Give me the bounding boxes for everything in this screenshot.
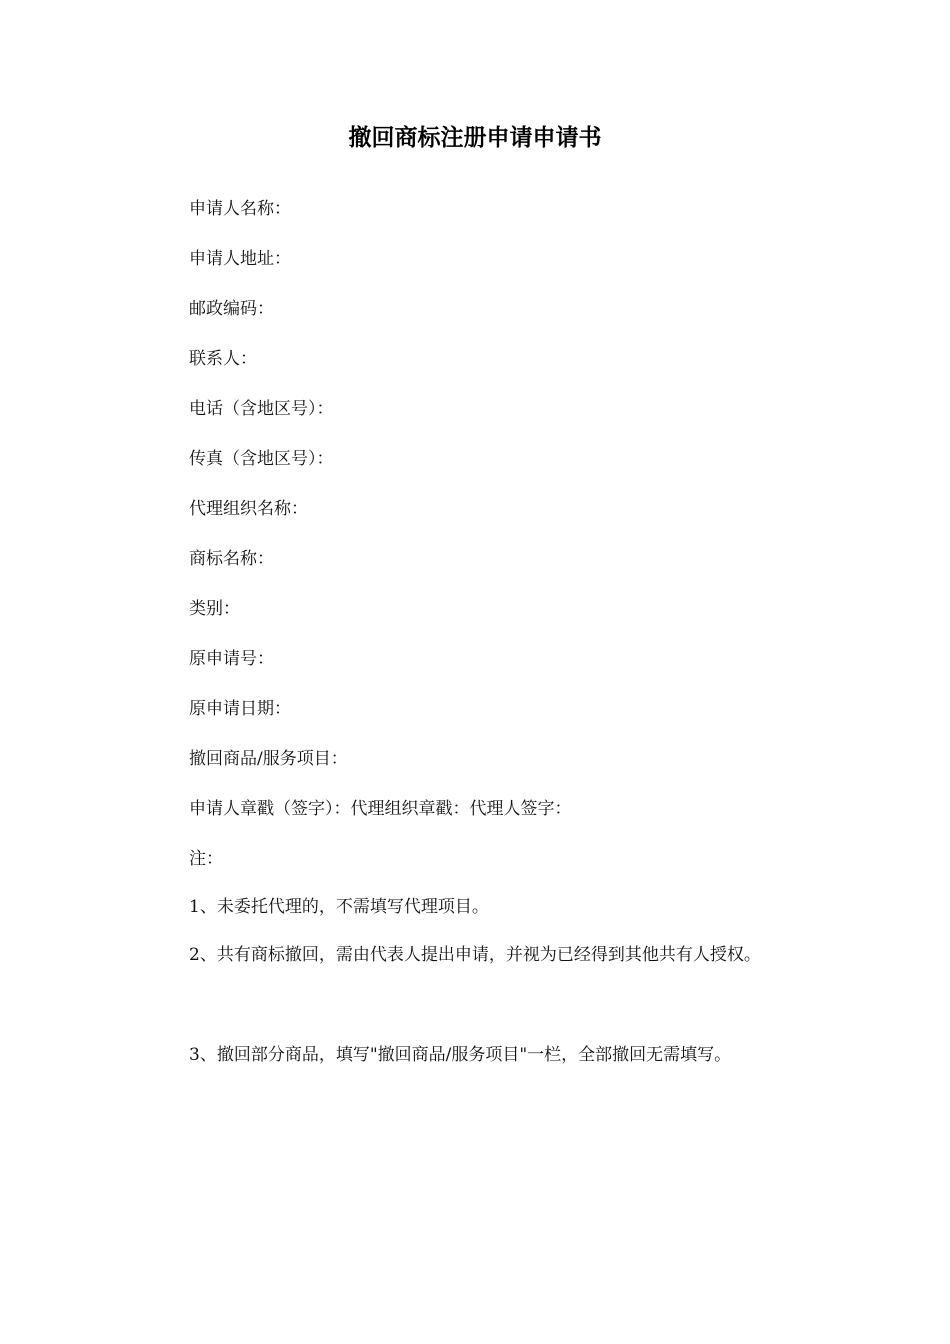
document-title: 撤回商标注册申请申请书	[348, 125, 602, 151]
note-item-1: 1、未委托代理的，不需填写代理项目。	[189, 897, 489, 917]
field-original-application-number: 原申请号：	[189, 649, 274, 669]
field-original-application-date: 原申请日期：	[189, 699, 291, 719]
field-agency-name: 代理组织名称：	[189, 499, 308, 519]
note-item-2: 2、共有商标撤回，需由代表人提出申请，并视为已经得到其他共有人授权。	[189, 945, 761, 965]
field-applicant-address: 申请人地址：	[189, 249, 291, 269]
notes-list	[189, 894, 889, 1072]
notes-heading: 注：	[189, 849, 223, 869]
field-class: 类别：	[189, 599, 240, 619]
field-trademark-name: 商标名称：	[189, 549, 274, 569]
field-postal-code: 邮政编码：	[189, 299, 274, 319]
field-signatures: 申请人章戳（签字）：代理组织章戳：代理人签字：	[189, 799, 572, 819]
field-withdrawn-goods-services: 撤回商品/服务项目：	[189, 749, 348, 769]
field-contact-person: 联系人：	[189, 349, 257, 369]
field-applicant-name: 申请人名称：	[189, 199, 291, 219]
note-item-3: 3、撤回部分商品，填写"撤回商品/服务项目"一栏，全部撤回无需填写。	[189, 1045, 732, 1065]
form-field-list	[189, 196, 849, 896]
field-phone: 电话（含地区号）：	[189, 399, 334, 419]
field-fax: 传真（含地区号）：	[189, 449, 334, 469]
